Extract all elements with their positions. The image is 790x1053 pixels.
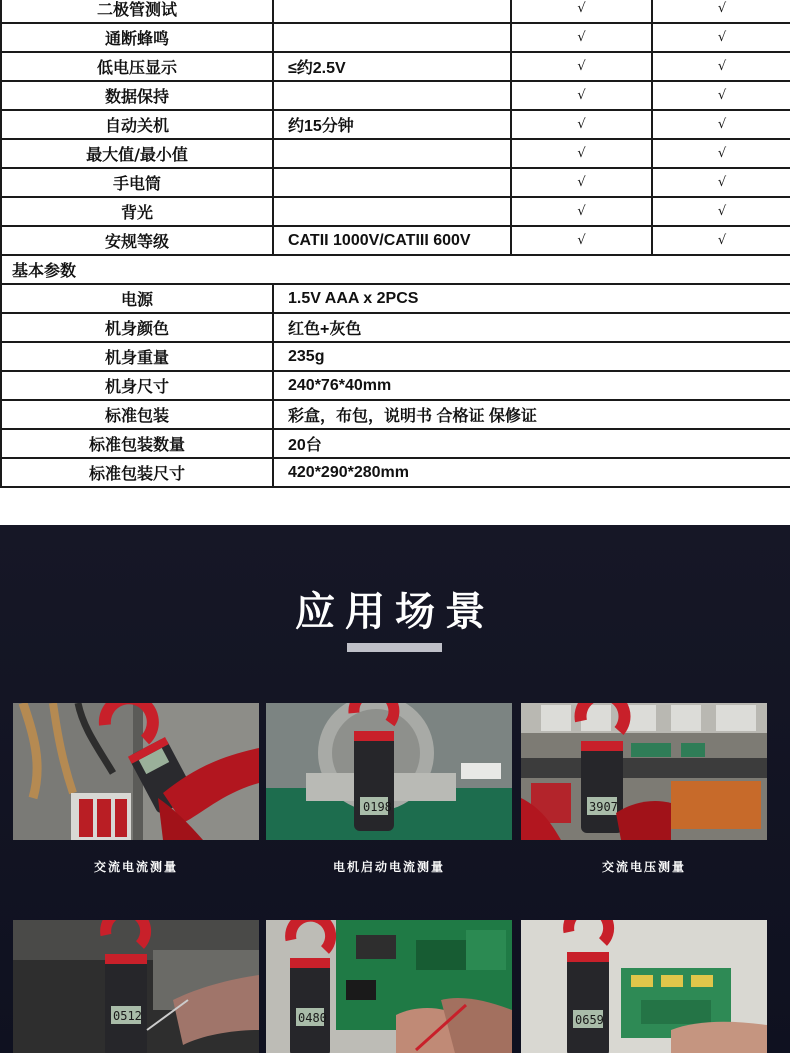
spec-row [1, 371, 790, 400]
spec-value: 235g [273, 342, 790, 371]
spec-value: 约15分钟 [273, 110, 511, 139]
meter-display: 3907 [589, 800, 618, 814]
spec-row [1, 110, 790, 139]
check-mark-icon: √ [511, 52, 652, 81]
clamp-meter-panel-photo-icon [13, 703, 259, 840]
spec-name: 背光 [1, 197, 273, 226]
check-mark-icon: √ [511, 226, 652, 255]
spec-section-row [1, 255, 790, 284]
spec-row [1, 226, 790, 255]
check-mark-icon: √ [652, 226, 790, 255]
spec-name: 机身尺寸 [1, 371, 273, 400]
check-mark-icon: √ [511, 139, 652, 168]
clamp-meter-breaker-photo-icon [521, 703, 767, 840]
spec-section-title: 基本参数 [1, 255, 790, 284]
check-mark-icon: √ [511, 81, 652, 110]
spec-row [1, 139, 790, 168]
spec-value: 420*290*280mm [273, 458, 790, 487]
spec-table [0, 0, 790, 488]
check-mark-icon: √ [652, 110, 790, 139]
spec-value [273, 81, 511, 110]
check-mark-icon: √ [652, 23, 790, 52]
spec-name: 低电压显示 [1, 52, 273, 81]
spec-row [1, 23, 790, 52]
check-mark-icon: √ [652, 197, 790, 226]
spec-name: 安规等级 [1, 226, 273, 255]
spec-value: 彩盒，布包，说明书 合格证 保修证 [273, 400, 790, 429]
clamp-meter-pcb-photo-icon [266, 920, 512, 1053]
check-mark-icon: √ [652, 139, 790, 168]
spec-name: 标准包装 [1, 400, 273, 429]
spec-name: 数据保持 [1, 81, 273, 110]
meter-display: 0512 [113, 1009, 142, 1023]
check-mark-icon: √ [511, 0, 652, 23]
clamp-meter-board-photo-icon [521, 920, 767, 1053]
spec-name: 机身重量 [1, 342, 273, 371]
check-mark-icon: √ [652, 81, 790, 110]
spec-row [1, 342, 790, 371]
meter-display: 0480 [298, 1011, 327, 1025]
check-mark-icon: √ [511, 110, 652, 139]
scene-photo-6 [521, 920, 767, 1053]
check-mark-icon: √ [511, 197, 652, 226]
spec-value: CATII 1000V/CATIII 600V [273, 226, 511, 255]
spec-value [273, 168, 511, 197]
spec-row [1, 400, 790, 429]
spec-row [1, 0, 790, 23]
check-mark-icon: √ [511, 23, 652, 52]
scene-photo-5 [266, 920, 512, 1053]
scene-photo-3 [521, 703, 767, 840]
spec-name: 自动关机 [1, 110, 273, 139]
scene-photo-4 [13, 920, 259, 1053]
spec-value: 红色+灰色 [273, 313, 790, 342]
check-mark-icon: √ [652, 0, 790, 23]
section-title: 应用场景 [295, 589, 495, 635]
spec-value [273, 0, 511, 23]
clamp-meter-motor-photo-icon [266, 703, 512, 840]
spec-name: 手电筒 [1, 168, 273, 197]
application-scenes-section [0, 525, 790, 1053]
spec-value [273, 139, 511, 168]
spec-name: 电源 [1, 284, 273, 313]
spec-row [1, 52, 790, 81]
spec-row [1, 458, 790, 487]
check-mark-icon: √ [652, 168, 790, 197]
meter-display: 0659 [575, 1013, 604, 1027]
spec-name: 标准包装数量 [1, 429, 273, 458]
spec-name: 二极管测试 [1, 0, 273, 23]
spec-value [273, 197, 511, 226]
spec-value: 20台 [273, 429, 790, 458]
spec-value: ≤约2.5V [273, 52, 511, 81]
spec-value: 1.5V AAA x 2PCS [273, 284, 790, 313]
spec-row [1, 429, 790, 458]
spec-name: 标准包装尺寸 [1, 458, 273, 487]
spec-row [1, 168, 790, 197]
scene-caption-2: 电机启动电流测量 [332, 860, 445, 874]
title-underline [347, 643, 442, 652]
scene-photo-2 [266, 703, 512, 840]
spec-row [1, 284, 790, 313]
check-mark-icon: √ [511, 168, 652, 197]
clamp-meter-circuit-photo-icon [13, 920, 259, 1053]
scene-caption-1: 交流电流测量 [93, 860, 178, 874]
spec-name: 通断蜂鸣 [1, 23, 273, 52]
spec-row [1, 197, 790, 226]
spec-name: 最大值/最小值 [1, 139, 273, 168]
spec-row [1, 313, 790, 342]
spec-value: 240*76*40mm [273, 371, 790, 400]
meter-display: 0198 [363, 800, 392, 814]
spec-value [273, 23, 511, 52]
scene-caption-3: 交流电压测量 [601, 860, 686, 874]
spec-name: 机身颜色 [1, 313, 273, 342]
spec-table-section [0, 0, 790, 525]
scene-photo-1 [13, 703, 259, 840]
check-mark-icon: √ [652, 52, 790, 81]
spec-row [1, 81, 790, 110]
